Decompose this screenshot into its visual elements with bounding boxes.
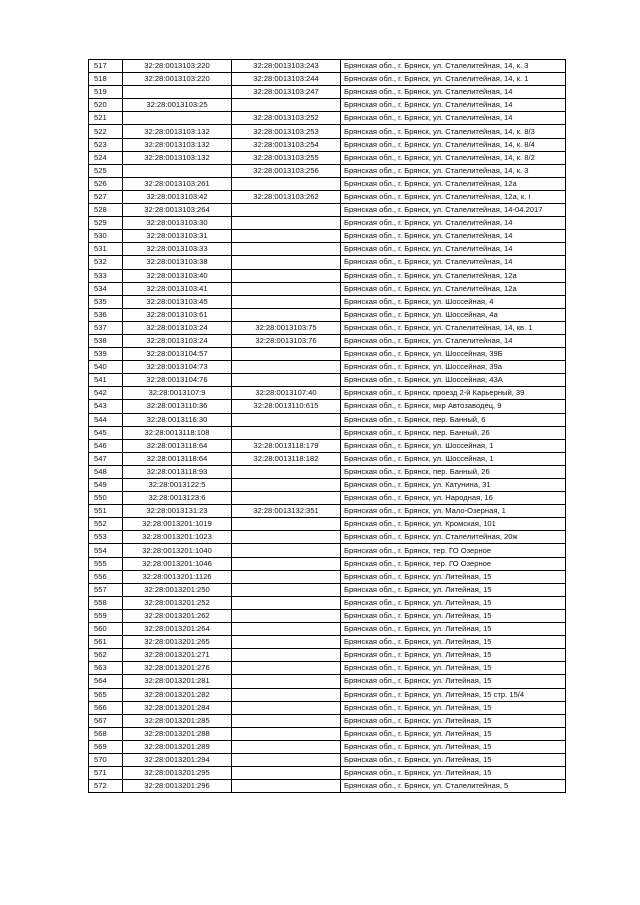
row-number-cell: 546: [89, 439, 123, 452]
cadastral-number-parcel-cell: 32:28:0013103:61: [123, 308, 232, 321]
address-cell: Брянская обл., г. Брянск, ул. Сталелитейная, 14: [341, 256, 566, 269]
table-row: [89, 361, 566, 374]
row-number-cell: 567: [89, 714, 123, 727]
cadastral-number-parcel-cell: 32:28:0013201:296: [123, 780, 232, 793]
table-row: [89, 112, 566, 125]
cadastral-number-parcel-cell: 32:28:0013118:64: [123, 439, 232, 452]
cadastral-number-parcel-cell: 32:28:0013201:265: [123, 636, 232, 649]
cadastral-number-parcel-cell: 32:28:0013103:220: [123, 73, 232, 86]
table-row: [89, 767, 566, 780]
cadastral-table: [88, 59, 566, 793]
cadastral-number-object-cell: 32:28:0013103:253: [232, 125, 341, 138]
row-number-cell: 518: [89, 73, 123, 86]
row-number-cell: 521: [89, 112, 123, 125]
table-row: [89, 649, 566, 662]
table-row: [89, 570, 566, 583]
row-number-cell: 525: [89, 164, 123, 177]
address-cell: Брянская обл., г. Брянск, пер. Банный, 26: [341, 465, 566, 478]
table-row: [89, 662, 566, 675]
address-cell: Брянская обл., г. Брянск, ул. Мало-Озерная, 1: [341, 505, 566, 518]
cadastral-number-object-cell: [232, 675, 341, 688]
cadastral-number-object-cell: [232, 596, 341, 609]
table-row: [89, 321, 566, 334]
row-number-cell: 536: [89, 308, 123, 321]
table-row: [89, 374, 566, 387]
cadastral-number-object-cell: [232, 269, 341, 282]
row-number-cell: 557: [89, 583, 123, 596]
cadastral-number-parcel-cell: 32:28:0013118:64: [123, 452, 232, 465]
row-number-cell: 544: [89, 413, 123, 426]
cadastral-number-object-cell: 32:28:0013118:182: [232, 452, 341, 465]
address-cell: Брянская обл., г. Брянск, ул. Сталелитейная, 14, к. 1: [341, 73, 566, 86]
row-number-cell: 547: [89, 452, 123, 465]
table-row: [89, 727, 566, 740]
table-row: [89, 465, 566, 478]
cadastral-number-object-cell: 32:28:0013118:179: [232, 439, 341, 452]
cadastral-number-parcel-cell: 32:28:0013103:24: [123, 334, 232, 347]
table-row: [89, 609, 566, 622]
table-row: [89, 73, 566, 86]
cadastral-number-parcel-cell: 32:28:0013201:250: [123, 583, 232, 596]
cadastral-number-parcel-cell: 32:28:0013103:261: [123, 177, 232, 190]
cadastral-number-object-cell: [232, 479, 341, 492]
address-cell: Брянская обл., г. Брянск, ул. Сталелитейная, 14: [341, 86, 566, 99]
cadastral-number-parcel-cell: 32:28:0013103:33: [123, 243, 232, 256]
cadastral-number-parcel-cell: 32:28:0013103:45: [123, 295, 232, 308]
cadastral-number-object-cell: 32:28:0013103:247: [232, 86, 341, 99]
cadastral-number-object-cell: [232, 753, 341, 766]
cadastral-number-parcel-cell: 32:28:0013103:132: [123, 125, 232, 138]
row-number-cell: 526: [89, 177, 123, 190]
cadastral-number-parcel-cell: 32:28:0013104:73: [123, 361, 232, 374]
address-cell: Брянская обл., г. Брянск, ул. Сталелитейная, 14: [341, 243, 566, 256]
table-row: [89, 413, 566, 426]
table-row: [89, 269, 566, 282]
cadastral-number-object-cell: 32:28:0013103:76: [232, 334, 341, 347]
cadastral-number-object-cell: 32:28:0013103:254: [232, 138, 341, 151]
row-number-cell: 540: [89, 361, 123, 374]
cadastral-number-object-cell: [232, 308, 341, 321]
table-row: [89, 623, 566, 636]
table-row: [89, 557, 566, 570]
row-number-cell: 524: [89, 151, 123, 164]
cadastral-number-object-cell: 32:28:0013103:244: [232, 73, 341, 86]
row-number-cell: 520: [89, 99, 123, 112]
cadastral-number-parcel-cell: 32:28:0013103:38: [123, 256, 232, 269]
cadastral-number-object-cell: [232, 492, 341, 505]
table-row: [89, 518, 566, 531]
cadastral-number-parcel-cell: 32:28:0013201:288: [123, 727, 232, 740]
table-row: [89, 99, 566, 112]
row-number-cell: 541: [89, 374, 123, 387]
cadastral-number-object-cell: [232, 714, 341, 727]
cadastral-number-object-cell: [232, 570, 341, 583]
cadastral-number-parcel-cell: 32:28:0013103:41: [123, 282, 232, 295]
row-number-cell: 543: [89, 400, 123, 413]
cadastral-number-parcel-cell: 32:28:0013103:31: [123, 230, 232, 243]
row-number-cell: 537: [89, 321, 123, 334]
cadastral-number-object-cell: 32:28:0013103:262: [232, 190, 341, 203]
address-cell: Брянская обл., г. Брянск, ул. Литейная, 15: [341, 701, 566, 714]
address-cell: Брянская обл., г. Брянск, ул. Сталелитейная, 14: [341, 112, 566, 125]
cadastral-number-object-cell: [232, 204, 341, 217]
cadastral-number-parcel-cell: 32:28:0013103:24: [123, 321, 232, 334]
address-cell: Брянская обл., г. Брянск, ул. Сталелитейная, 12а, к. I: [341, 190, 566, 203]
address-cell: Брянская обл., г. Брянск, ул. Литейная, 15: [341, 583, 566, 596]
cadastral-number-object-cell: [232, 740, 341, 753]
row-number-cell: 564: [89, 675, 123, 688]
cadastral-number-parcel-cell: [123, 112, 232, 125]
cadastral-number-object-cell: [232, 413, 341, 426]
table-row: [89, 740, 566, 753]
cadastral-number-parcel-cell: 32:28:0013103:42: [123, 190, 232, 203]
address-cell: Брянская обл., г. Брянск, ул. Шоссейная, 43А: [341, 374, 566, 387]
address-cell: Брянская обл., г. Брянск, ул. Народная, 16: [341, 492, 566, 505]
address-cell: Брянская обл., г. Брянск, ул. Шоссейная, 39Б: [341, 348, 566, 361]
table-row: [89, 780, 566, 793]
table-row: [89, 544, 566, 557]
cadastral-number-parcel-cell: 32:28:0013118:108: [123, 426, 232, 439]
cadastral-number-parcel-cell: 32:28:0013103:264: [123, 204, 232, 217]
table-row: [89, 492, 566, 505]
row-number-cell: 556: [89, 570, 123, 583]
cadastral-number-parcel-cell: 32:28:0013201:252: [123, 596, 232, 609]
row-number-cell: 548: [89, 465, 123, 478]
table-row: [89, 636, 566, 649]
cadastral-number-parcel-cell: 32:28:0013201:285: [123, 714, 232, 727]
row-number-cell: 535: [89, 295, 123, 308]
address-cell: Брянская обл., г. Брянск, ул. Сталелитейная, 14, к. 3: [341, 60, 566, 73]
cadastral-number-object-cell: 32:28:0013103:243: [232, 60, 341, 73]
address-cell: Брянская обл., г. Брянск, ул. Литейная, 15: [341, 767, 566, 780]
row-number-cell: 532: [89, 256, 123, 269]
row-number-cell: 552: [89, 518, 123, 531]
cadastral-number-object-cell: [232, 701, 341, 714]
row-number-cell: 531: [89, 243, 123, 256]
cadastral-number-parcel-cell: 32:28:0013103:30: [123, 217, 232, 230]
address-cell: Брянская обл., г. Брянск, ул. Литейная, 15: [341, 675, 566, 688]
address-cell: Брянская обл., г. Брянск, ул. Катунина, 31: [341, 479, 566, 492]
table-row: [89, 596, 566, 609]
table-row: [89, 714, 566, 727]
cadastral-number-object-cell: 32:28:0013107:40: [232, 387, 341, 400]
cadastral-number-parcel-cell: [123, 164, 232, 177]
row-number-cell: 533: [89, 269, 123, 282]
address-cell: Брянская обл., г. Брянск, тер. ГО Озерное: [341, 557, 566, 570]
cadastral-number-parcel-cell: 32:28:0013118:93: [123, 465, 232, 478]
table-row: [89, 426, 566, 439]
cadastral-number-object-cell: 32:28:0013103:255: [232, 151, 341, 164]
row-number-cell: 558: [89, 596, 123, 609]
cadastral-number-parcel-cell: 32:28:0013103:132: [123, 151, 232, 164]
address-cell: Брянская обл., г. Брянск, ул. Литейная, 15: [341, 740, 566, 753]
cadastral-number-parcel-cell: 32:28:0013103:220: [123, 60, 232, 73]
row-number-cell: 566: [89, 701, 123, 714]
cadastral-number-parcel-cell: 32:28:0013131:23: [123, 505, 232, 518]
address-cell: Брянская обл., г. Брянск, ул. Литейная, 15: [341, 649, 566, 662]
cadastral-number-parcel-cell: 32:28:0013123:6: [123, 492, 232, 505]
row-number-cell: 570: [89, 753, 123, 766]
cadastral-number-object-cell: [232, 557, 341, 570]
address-cell: Брянская обл., г. Брянск, ул. Сталелитейная, 14-04.2017: [341, 204, 566, 217]
cadastral-number-parcel-cell: 32:28:0013107:9: [123, 387, 232, 400]
cadastral-number-parcel-cell: 32:28:0013103:40: [123, 269, 232, 282]
cadastral-number-object-cell: [232, 361, 341, 374]
cadastral-number-parcel-cell: 32:28:0013122:5: [123, 479, 232, 492]
address-cell: Брянская обл., г. Брянск, ул. Литейная, 15: [341, 636, 566, 649]
cadastral-number-parcel-cell: 32:28:0013201:276: [123, 662, 232, 675]
row-number-cell: 554: [89, 544, 123, 557]
row-number-cell: 534: [89, 282, 123, 295]
row-number-cell: 569: [89, 740, 123, 753]
address-cell: Брянская обл., г. Брянск, ул. Шоссейная, 4: [341, 295, 566, 308]
cadastral-number-object-cell: 32:28:0013103:252: [232, 112, 341, 125]
cadastral-number-object-cell: 32:28:0013110:615: [232, 400, 341, 413]
row-number-cell: 562: [89, 649, 123, 662]
cadastral-number-parcel-cell: 32:28:0013201:264: [123, 623, 232, 636]
cadastral-number-object-cell: [232, 348, 341, 361]
row-number-cell: 528: [89, 204, 123, 217]
cadastral-number-object-cell: [232, 374, 341, 387]
address-cell: Брянская обл., г. Брянск, ул. Литейная, 15 стр. 15/4: [341, 688, 566, 701]
table-row: [89, 217, 566, 230]
table-row: [89, 583, 566, 596]
address-cell: Брянская обл., г. Брянск, ул. Литейная, 15: [341, 596, 566, 609]
table-row: [89, 256, 566, 269]
cadastral-number-parcel-cell: [123, 86, 232, 99]
address-cell: Брянская обл., г. Брянск, ул. Сталелитейная, 5: [341, 780, 566, 793]
table-row: [89, 688, 566, 701]
address-cell: Брянская обл., г. Брянск, ул. Сталелитейная, 12а: [341, 269, 566, 282]
address-cell: Брянская обл., г. Брянск, ул. Литейная, 15: [341, 714, 566, 727]
address-cell: Брянская обл., г. Брянск, ул. Шоссейная, 39а: [341, 361, 566, 374]
address-cell: Брянская обл., г. Брянск, пер. Банный, 26: [341, 426, 566, 439]
address-cell: Брянская обл., г. Брянск, ул. Сталелитейная, 14: [341, 99, 566, 112]
table-row: [89, 400, 566, 413]
cadastral-number-object-cell: [232, 531, 341, 544]
cadastral-number-object-cell: [232, 688, 341, 701]
cadastral-number-parcel-cell: 32:28:0013104:57: [123, 348, 232, 361]
address-cell: Брянская обл., г. Брянск, ул. Литейная, 15: [341, 753, 566, 766]
address-cell: Брянская обл., г. Брянск, ул. Сталелитейная, 20ж: [341, 531, 566, 544]
cadastral-number-object-cell: [232, 426, 341, 439]
table-row: [89, 125, 566, 138]
address-cell: Брянская обл., г. Брянск, ул. Литейная, 15: [341, 609, 566, 622]
cadastral-number-object-cell: [232, 243, 341, 256]
cadastral-number-object-cell: [232, 256, 341, 269]
cadastral-number-parcel-cell: 32:28:0013201:1046: [123, 557, 232, 570]
table-row: [89, 505, 566, 518]
row-number-cell: 545: [89, 426, 123, 439]
table-row: [89, 701, 566, 714]
table-row: [89, 753, 566, 766]
address-cell: Брянская обл., г. Брянск, ул. Литейная, 15: [341, 623, 566, 636]
cadastral-number-object-cell: 32:28:0013132:351: [232, 505, 341, 518]
cadastral-number-parcel-cell: 32:28:0013103:25: [123, 99, 232, 112]
address-cell: Брянская обл., г. Брянск, ул. Сталелитейная, 14: [341, 334, 566, 347]
row-number-cell: 565: [89, 688, 123, 701]
address-cell: Брянская обл., г. Брянск, ул. Сталелитейная, 14: [341, 230, 566, 243]
table-row: [89, 479, 566, 492]
address-cell: Брянская обл., г. Брянск, ул. Сталелитейная, 14, кв. 1: [341, 321, 566, 334]
row-number-cell: 560: [89, 623, 123, 636]
cadastral-number-object-cell: 32:28:0013103:256: [232, 164, 341, 177]
cadastral-number-parcel-cell: 32:28:0013201:1023: [123, 531, 232, 544]
cadastral-number-parcel-cell: 32:28:0013201:282: [123, 688, 232, 701]
address-cell: Брянская обл., г. Брянск, ул. Сталелитейная, 12а: [341, 282, 566, 295]
cadastral-number-parcel-cell: 32:28:0013201:271: [123, 649, 232, 662]
row-number-cell: 559: [89, 609, 123, 622]
row-number-cell: 571: [89, 767, 123, 780]
cadastral-number-object-cell: [232, 177, 341, 190]
row-number-cell: 549: [89, 479, 123, 492]
table-row: [89, 190, 566, 203]
cadastral-number-parcel-cell: 32:28:0013103:132: [123, 138, 232, 151]
row-number-cell: 538: [89, 334, 123, 347]
cadastral-number-object-cell: [232, 295, 341, 308]
cadastral-number-object-cell: [232, 583, 341, 596]
row-number-cell: 561: [89, 636, 123, 649]
table-body: [89, 60, 566, 793]
cadastral-number-parcel-cell: 32:28:0013201:1040: [123, 544, 232, 557]
cadastral-number-parcel-cell: 32:28:0013104:76: [123, 374, 232, 387]
address-cell: Брянская обл., г. Брянск, ул. Сталелитейная, 14, к. 8/3: [341, 125, 566, 138]
table-row: [89, 230, 566, 243]
cadastral-number-object-cell: [232, 230, 341, 243]
cadastral-number-object-cell: [232, 544, 341, 557]
address-cell: Брянская обл., г. Брянск, ул. Сталелитейная, 14, к. 8/4: [341, 138, 566, 151]
cadastral-number-parcel-cell: 32:28:0013116:30: [123, 413, 232, 426]
cadastral-number-object-cell: [232, 217, 341, 230]
cadastral-number-object-cell: [232, 609, 341, 622]
address-cell: Брянская обл., г. Брянск, ул. Кромская, 101: [341, 518, 566, 531]
row-number-cell: 530: [89, 230, 123, 243]
row-number-cell: 519: [89, 86, 123, 99]
row-number-cell: 572: [89, 780, 123, 793]
cadastral-number-object-cell: [232, 662, 341, 675]
table-row: [89, 308, 566, 321]
table-row: [89, 531, 566, 544]
address-cell: Брянская обл., г. Брянск, ул. Шоссейная, 4а: [341, 308, 566, 321]
address-cell: Брянская обл., г. Брянск, ул. Сталелитейная, 14: [341, 217, 566, 230]
table-row: [89, 675, 566, 688]
address-cell: Брянская обл., г. Брянск, ул. Литейная, 15: [341, 662, 566, 675]
table-row: [89, 334, 566, 347]
table-row: [89, 138, 566, 151]
cadastral-number-object-cell: [232, 636, 341, 649]
row-number-cell: 517: [89, 60, 123, 73]
address-cell: Брянская обл., г. Брянск, ул. Шоссейная, 1: [341, 439, 566, 452]
cadastral-number-object-cell: [232, 282, 341, 295]
row-number-cell: 523: [89, 138, 123, 151]
table-row: [89, 348, 566, 361]
row-number-cell: 553: [89, 531, 123, 544]
table-row: [89, 439, 566, 452]
table-row: [89, 295, 566, 308]
table-row: [89, 86, 566, 99]
cadastral-number-object-cell: [232, 518, 341, 531]
cadastral-number-object-cell: 32:28:0013103:75: [232, 321, 341, 334]
cadastral-number-parcel-cell: 32:28:0013201:1126: [123, 570, 232, 583]
address-cell: Брянская обл., г. Брянск, ул. Сталелитейная, 14, к. 3: [341, 164, 566, 177]
cadastral-number-parcel-cell: 32:28:0013201:295: [123, 767, 232, 780]
table-row: [89, 177, 566, 190]
table-row: [89, 164, 566, 177]
address-cell: Брянская обл., г. Брянск, тер. ГО Озерное: [341, 544, 566, 557]
row-number-cell: 555: [89, 557, 123, 570]
address-cell: Брянская обл., г. Брянск, проезд 2-й Карьерный, 39: [341, 387, 566, 400]
cadastral-number-object-cell: [232, 99, 341, 112]
table-row: [89, 151, 566, 164]
row-number-cell: 529: [89, 217, 123, 230]
row-number-cell: 568: [89, 727, 123, 740]
table-row: [89, 282, 566, 295]
cadastral-number-object-cell: [232, 465, 341, 478]
cadastral-number-object-cell: [232, 623, 341, 636]
address-cell: Брянская обл., г. Брянск, ул. Литейная, 15: [341, 727, 566, 740]
row-number-cell: 550: [89, 492, 123, 505]
row-number-cell: 563: [89, 662, 123, 675]
cadastral-number-parcel-cell: 32:28:0013201:294: [123, 753, 232, 766]
cadastral-number-parcel-cell: 32:28:0013201:281: [123, 675, 232, 688]
address-cell: Брянская обл., г. Брянск, ул. Сталелитейная, 12а: [341, 177, 566, 190]
table-row: [89, 243, 566, 256]
table-row: [89, 204, 566, 217]
cadastral-number-object-cell: [232, 767, 341, 780]
row-number-cell: 551: [89, 505, 123, 518]
table-row: [89, 60, 566, 73]
row-number-cell: 539: [89, 348, 123, 361]
table-row: [89, 387, 566, 400]
cadastral-number-parcel-cell: 32:28:0013110:36: [123, 400, 232, 413]
row-number-cell: 527: [89, 190, 123, 203]
address-cell: Брянская обл., г. Брянск, мкр Автозаводец, 9: [341, 400, 566, 413]
cadastral-number-parcel-cell: 32:28:0013201:284: [123, 701, 232, 714]
address-cell: Брянская обл., г. Брянск, ул. Шоссейная, 1: [341, 452, 566, 465]
cadastral-number-object-cell: [232, 649, 341, 662]
cadastral-number-parcel-cell: 32:28:0013201:289: [123, 740, 232, 753]
address-cell: Брянская обл., г. Брянск, ул. Литейная, 15: [341, 570, 566, 583]
cadastral-number-object-cell: [232, 780, 341, 793]
cadastral-number-object-cell: [232, 727, 341, 740]
address-cell: Брянская обл., г. Брянск, пер. Банный, 6: [341, 413, 566, 426]
table-row: [89, 452, 566, 465]
row-number-cell: 522: [89, 125, 123, 138]
cadastral-number-parcel-cell: 32:28:0013201:1019: [123, 518, 232, 531]
address-cell: Брянская обл., г. Брянск, ул. Сталелитейная, 14, к. 8/2: [341, 151, 566, 164]
cadastral-number-parcel-cell: 32:28:0013201:262: [123, 609, 232, 622]
row-number-cell: 542: [89, 387, 123, 400]
